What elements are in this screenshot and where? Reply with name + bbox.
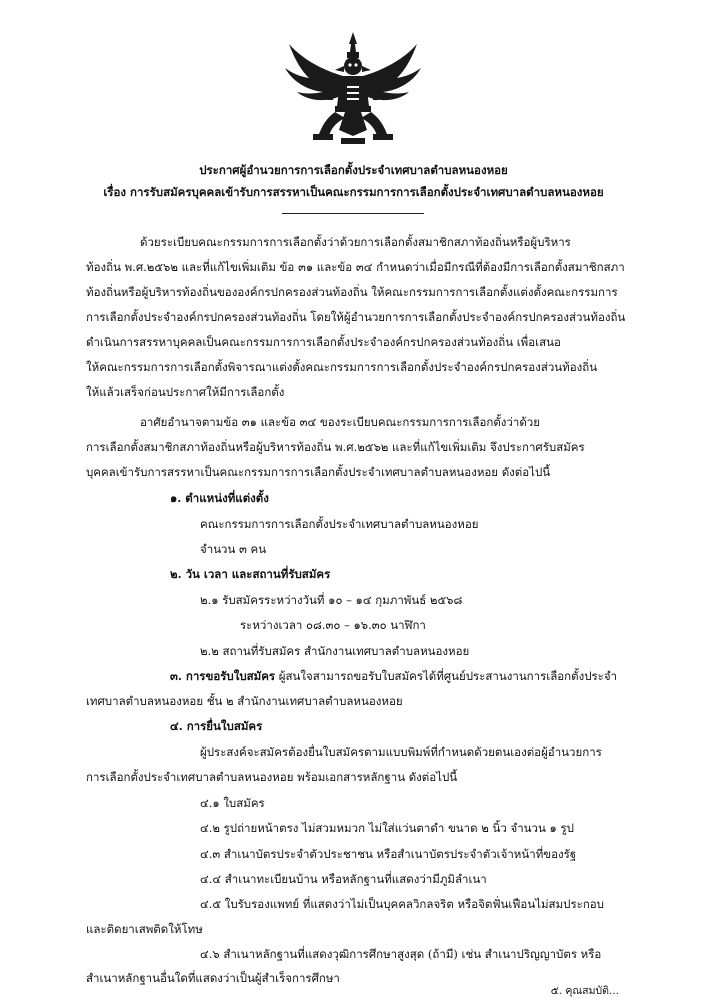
- section-3-line: [170, 668, 617, 684]
- section-2-heading: ๒. วัน เวลา และสถานที่รับสมัคร: [170, 567, 331, 581]
- paragraph-line: บุคคลเข้ารับการสรรหาเป็นคณะกรรมการการเลือกตั้งประจำเทศบาลตำบลหนองหอย ดังต่อไปนี้: [86, 465, 551, 479]
- continuation-marker: ๕. คุณสมบัติ...: [550, 985, 619, 997]
- paragraph-line: ให้แล้วเสร็จก่อนประกาศให้มีการเลือกตั้ง: [86, 385, 285, 399]
- section-1-count: จำนวน ๓ คน: [200, 542, 267, 556]
- section-1-committee: คณะกรรมการการเลือกตั้งประจำเทศบาลตำบลหนองหอย: [200, 517, 479, 531]
- section-3-heading: ๓. การขอรับใบสมัคร: [170, 669, 276, 683]
- document-item: ๔.๕ ใบรับรองแพทย์ ที่แสดงว่าไม่เป็นบุคคลวิกลจริต หรือจิตฟั่นเฟือนไม่สมประกอบ: [200, 897, 604, 911]
- paragraph-line: อาศัยอำนาจตามข้อ ๓๑ และข้อ ๓๔ ของระเบียบคณะกรรมการการเลือกตั้งว่าด้วย: [140, 415, 540, 429]
- document-item: สำเนาหลักฐานอื่นใดที่แสดงว่าเป็นผู้สำเร็จการศึกษา: [86, 971, 340, 985]
- paragraph-line: ให้คณะกรรมการการเลือกตั้งพิจารณาแต่งตั้งคณะกรรมการการเลือกตั้งประจำองค์กรปกครองส่วนท้องถิ่น: [86, 360, 598, 374]
- paragraph-line: ท้องถิ่น พ.ศ.๒๕๖๒ และที่แก้ไขเพิ่มเติม ข้อ ๓๑ และข้อ ๓๔ กำหนดว่าเมื่อมีกรณีที่ต้องมีการเลือกตั้งสมาชิกสภา: [86, 260, 625, 274]
- section-3-text: ผู้สนใจสามารถขอรับใบสมัครได้ที่ศูนย์ประสานงานการเลือกตั้งประจำ: [278, 669, 618, 683]
- document-item: ๔.๔ สำเนาทะเบียนบ้าน หรือหลักฐานที่แสดงว่ามีภูมิลำเนา: [200, 872, 487, 886]
- announcement-title: ประกาศผู้อำนวยการการเลือกตั้งประจำเทศบาลตำบลหนองหอย: [199, 163, 508, 177]
- paragraph-line: การเลือกตั้งประจำองค์กรปกครองส่วนท้องถิ่น โดยให้ผู้อำนวยการการเลือกตั้งประจำองค์กรปกครองส่วนท้องถิ่น: [86, 310, 626, 324]
- garuda-emblem: [283, 30, 423, 148]
- title-divider: [282, 213, 424, 214]
- paragraph-line: การเลือกตั้งสมาชิกสภาท้องถิ่นหรือผู้บริหารท้องถิ่น พ.ศ.๒๕๖๒ และที่แก้ไขเพิ่มเติม จึงประกาศรับสมัคร: [86, 440, 585, 454]
- section-4-intro: การเลือกตั้งประจำเทศบาลตำบลหนองหอย พร้อมเอกสารหลักฐาน ดังต่อไปนี้: [86, 770, 458, 784]
- paragraph-line: ท้องถิ่นหรือผู้บริหารท้องถิ่นขององค์กรปกครองส่วนท้องถิ่น ให้คณะกรรมการการเลือกตั้งแต่งตั้งคณะกรรมการ: [86, 285, 618, 299]
- announcement-subject: เรื่อง การรับสมัครบุคคลเข้ารับการสรรหาเป็นคณะกรรมการการเลือกตั้งประจำเทศบาลตำบลหนองหอย: [103, 185, 604, 199]
- section-1-heading: ๑. ตำแหน่งที่แต่งตั้ง: [170, 491, 269, 505]
- paragraph-line: ดำเนินการสรรหาบุคคลเป็นคณะกรรมการการเลือกตั้งประจำองค์กรปกครองส่วนท้องถิ่น เพื่อเสนอ: [86, 335, 561, 349]
- document-item: ๔.๖ สำเนาหลักฐานที่แสดงวุฒิการศึกษาสูงสุด (ถ้ามี) เช่น สำเนาปริญญาบัตร หรือ: [200, 947, 602, 961]
- section-4-heading: ๔. การยื่นใบสมัคร: [170, 719, 263, 733]
- section-2-dates: ๒.๑ รับสมัครระหว่างวันที่ ๑๐ – ๑๔ กุมภาพันธ์ ๒๕๖๘: [200, 593, 463, 607]
- paragraph-line: ด้วยระเบียบคณะกรรมการการเลือกตั้งว่าด้วยการเลือกตั้งสมาชิกสภาท้องถิ่นหรือผู้บริหาร: [140, 235, 571, 249]
- section-2-location: ๒.๒ สถานที่รับสมัคร สำนักงานเทศบาลตำบลหนองหอย: [200, 644, 470, 658]
- section-2-times: ระหว่างเวลา ๐๘.๓๐ – ๑๖.๓๐ นาฬิกา: [240, 618, 426, 632]
- document-item: และติดยาเสพติดให้โทษ: [86, 922, 203, 936]
- section-3-line2: เทศบาลตำบลหนองหอย ชั้น ๒ สำนักงานเทศบาลตำบลหนองหอย: [86, 694, 403, 708]
- document-item: ๔.๒ รูปถ่ายหน้าตรง ไม่สวมหมวก ไม่ใส่แว่นตาดำ ขนาด ๒ นิ้ว จำนวน ๑ รูป: [200, 821, 574, 835]
- document-item: ๔.๓ สำเนาบัตรประจำตัวประชาชน หรือสำเนาบัตรประจำตัวเจ้าหน้าที่ของรัฐ: [200, 847, 577, 861]
- document-item: ๔.๑ ใบสมัคร: [200, 796, 265, 810]
- section-4-intro: ผู้ประสงค์จะสมัครต้องยื่นใบสมัครตามแบบพิมพ์ที่กำหนดด้วยตนเองต่อผู้อำนวยการ: [200, 745, 602, 759]
